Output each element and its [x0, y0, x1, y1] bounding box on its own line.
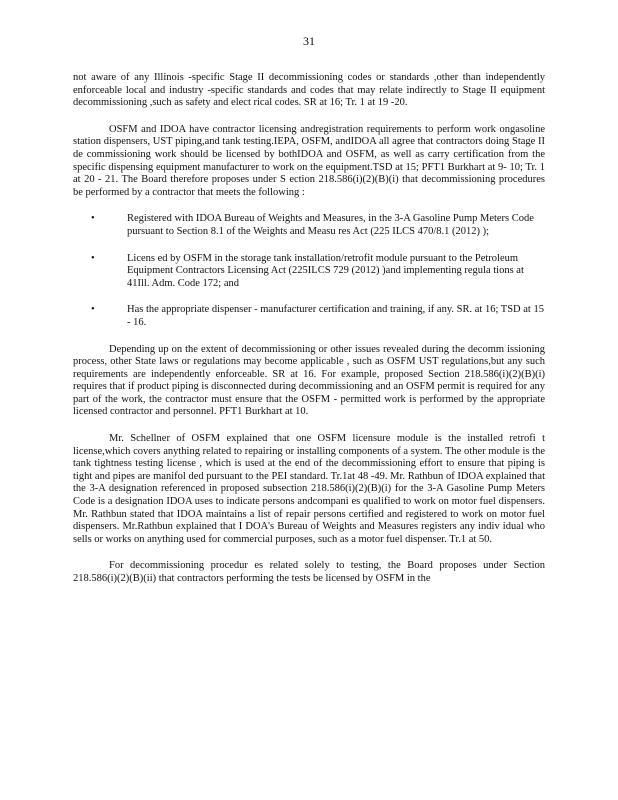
paragraph-testing-procedures: For decommissioning procedur es related solely to testing, the Board proposes under Section 218.586(i)(2)(B)(ii) that contractors performing the tests be licensed by OSFM in the — [73, 560, 545, 584]
bullet-icon: • — [91, 252, 95, 264]
page-number: 31 — [303, 34, 315, 48]
paragraph-continued: not aware of any Illinois -specific Stage II decommissioning codes or standards ,other than independently enforceable local and industry -specific standards and codes that may relate indirectly to Stage II equipment decommissioning ,such as safety and elect rical codes. SR at 16; Tr. 1 at 19 -20. — [73, 72, 545, 109]
list-item — [91, 304, 545, 329]
list-item-text: Has the appropriate dispenser - manufacturer certification and training, if any. SR. at 16; TSD at 15 - 16. — [127, 304, 544, 328]
requirements-list — [73, 213, 545, 329]
paragraph-other-laws: Depending up on the extent of decommissioning or other issues revealed during the decomm issioning process, other State laws or regulations may become applicable , such as OSFM UST regulations,but any such requirements are independently enforceable. SR at 16. For example, proposed Section 218.586(i)(2)(B)(i) requires that if product piping is disconnected during decommissioning and an OSFM permit is required for any part of the work, the contractor must ensure that the OSFM - permitted work is performed by the appropriate licensed contractor and personnel. PFT1 Burkhart at 10. — [73, 343, 545, 418]
list-item — [91, 213, 545, 238]
bullet-icon: • — [91, 304, 95, 316]
bullet-icon: • — [91, 213, 95, 225]
list-item-text: Licens ed by OSFM in the storage tank installation/retrofit module pursuant to the Petroleum Equipment Contractors Licensing Act (225ILCS 729 (2012) )and implementing regula tions at 41Ill. Adm. Code 172; and — [127, 252, 524, 289]
list-item — [91, 253, 545, 291]
list-item-text: Registered with IDOA Bureau of Weights and Measures, in the 3-A Gasoline Pump Meters Code pursuant to Section 8.1 of the Weights and Measu res Act (225 ILCS 470/8.1 (2012) ); — [127, 213, 534, 237]
document-body — [73, 72, 545, 600]
paragraph-licensure-modules: Mr. Schellner of OSFM explained that one OSFM licensure module is the installed retrofi t license,which covers anything related to repairing or installing components of a system. The other module is the tank tightness testing license , which is used at the end of the decommissioning effort to ensure that piping is tight and pipes are manifol ded pursuant to the PEI standard. Tr.1at 48 -49. Mr. Rathbun of IDOA explained that the 3-A designation referenced in proposed subsection 218.586(i)(2)(B)(i) for the 3-A Gasoline Pump Meters Code is a designation IDOA uses to indicate persons andcompani es qualified to work on motor fuel dispensers. Mr. Rathbun stated that IDOA maintains a list of repair persons certified and registered to work on motor fuel dispensers. Mr.Rathbun explained that I DOA's Bureau of Weights and Measures registers any indiv idual who sells or works on anything used for commercial purposes, such as a motor fuel dispenser. Tr.1 at 50. — [73, 433, 545, 545]
paragraph-licensing-requirements: OSFM and IDOA have contractor licensing andregistration requirements to perform work ongasoline station dispensers, UST piping,and tank testing.IEPA, OSFM, andIDOA all agree that contractors doing Stage II de commissioning work should be licensed by bothIDOA and OSFM, as well as carry certification from the specific dispensing equipment manufacturer to work on the equipment.TSD at 15; PFT1 Burkhart at 9- 10; Tr. 1 at 20 - 21. The Board therefore proposes under S ection 218.586(i)(2)(B)(i) that decommissioning procedures be performed by a contractor that meets the following : — [73, 123, 545, 198]
